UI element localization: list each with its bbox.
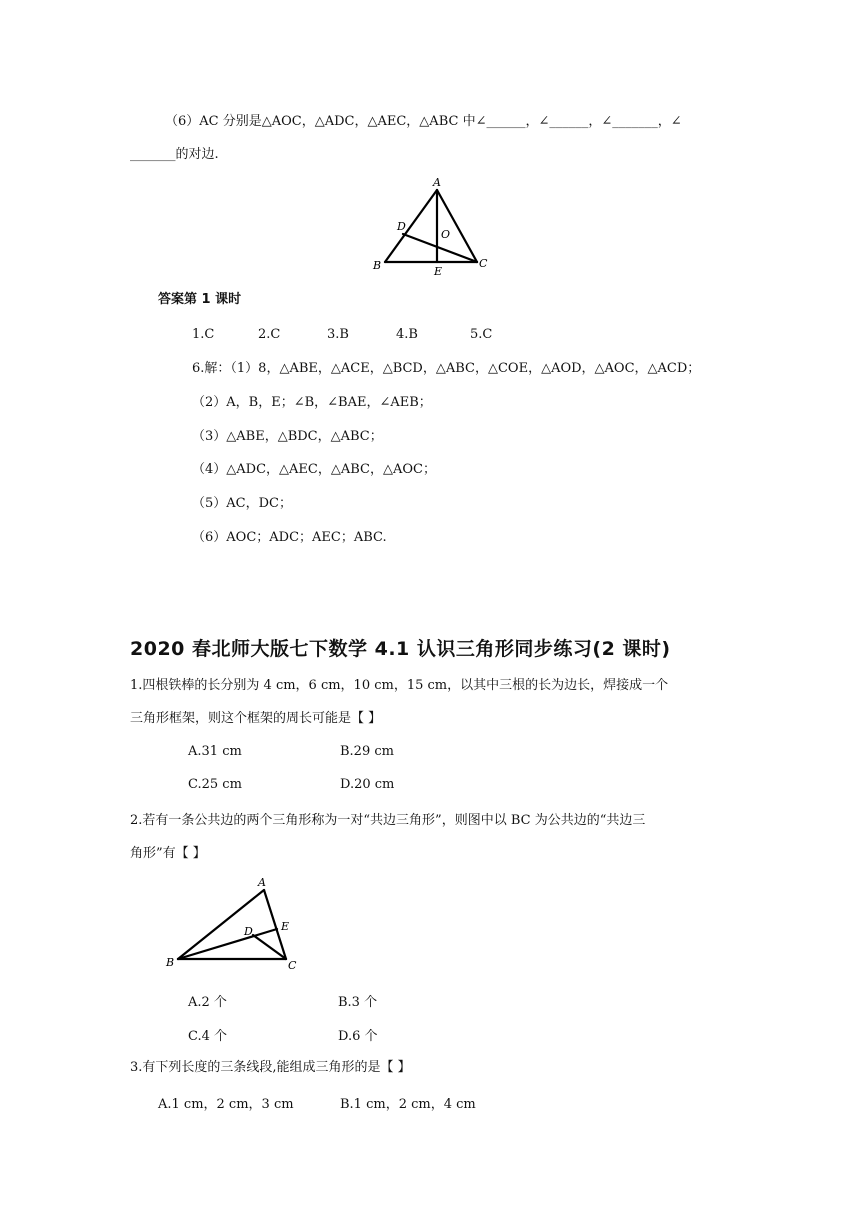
answer-choice-2: 2.C (258, 327, 281, 342)
question-3-option-b: B.1 cm，2 cm，4 cm (340, 1097, 476, 1112)
question-1-line-2: 三角形框架，则这个框架的周长可能是【 】 (130, 711, 382, 726)
answer-choice-4: 4.B (396, 327, 418, 342)
label-d: D (244, 925, 253, 938)
answer-choice-5: 5.C (470, 327, 493, 342)
label-b: B (373, 259, 382, 272)
answer-line-1: 6.解：（1）8，△ABE，△ACE，△BCD，△ABC，△COE，△AOD，△AOC，△ACD； (192, 361, 701, 376)
answers-heading: 答案第 1 课时 (158, 292, 242, 307)
answer-line-3: （3）△ABE，△BDC，△ABC； (192, 429, 383, 444)
question-1-option-a: A.31 cm (188, 744, 242, 759)
question-2-option-a: A.2 个 (188, 995, 227, 1010)
label-c: C (479, 257, 488, 270)
label-a: A (258, 876, 266, 889)
question-2-option-d: D.6 个 (338, 1029, 378, 1044)
question-2-line-1: 2.若有一条公共边的两个三角形称为一对“共边三角形”，则图中以 BC 为公共边的“共边三 (130, 813, 646, 828)
answer-line-4: （4）△ADC，△AEC，△ABC，△AOC； (192, 462, 436, 477)
question-1-line-1: 1.四根铁棒的长分别为 4 cm，6 cm，10 cm，15 cm，以其中三根的长为边长，焊接成一个 (130, 678, 669, 693)
question-1-option-b: B.29 cm (340, 744, 394, 759)
segment-be (178, 929, 277, 959)
question-6-line-2: _______的对边. (130, 147, 219, 162)
label-e: E (281, 920, 290, 933)
question-2-option-c: C.4 个 (188, 1029, 228, 1044)
triangle-figure-2 (160, 872, 310, 972)
question-2-option-b: B.3 个 (338, 995, 378, 1010)
question-3-line-1: 3.有下列长度的三条线段,能组成三角形的是【 】 (130, 1060, 411, 1075)
label-a: A (433, 176, 441, 189)
segment-cd (403, 234, 477, 262)
answer-line-2: （2）A，B，E；∠B，∠BAE，∠AEB； (192, 395, 432, 410)
answer-line-5: （5）AC，DC； (192, 496, 292, 511)
answer-choice-3: 3.B (327, 327, 349, 342)
answer-choice-1: 1.C (192, 327, 215, 342)
question-1-option-d: D.20 cm (340, 777, 395, 792)
label-d: D (397, 220, 406, 233)
answer-line-6: （6）AOC；ADC；AEC；ABC. (192, 530, 387, 545)
label-b: B (166, 956, 175, 969)
edge-ac (437, 190, 477, 262)
question-3-option-a: A.1 cm，2 cm，3 cm (158, 1097, 294, 1112)
question-6-line-1: （6）AC 分别是△AOC，△ADC，△AEC，△ABC 中∠______，∠______，∠_______，∠ (165, 114, 682, 129)
question-1-option-c: C.25 cm (188, 777, 242, 792)
edge-ab (385, 190, 437, 262)
label-o: O (441, 228, 451, 241)
label-c: C (288, 959, 297, 972)
section-title: 2020 春北师大版七下数学 4.1 认识三角形同步练习(2 课时) (130, 638, 671, 660)
triangle-figure-1 (365, 172, 505, 280)
label-e: E (434, 265, 443, 278)
question-2-line-2: 角形”有【 】 (130, 846, 206, 861)
